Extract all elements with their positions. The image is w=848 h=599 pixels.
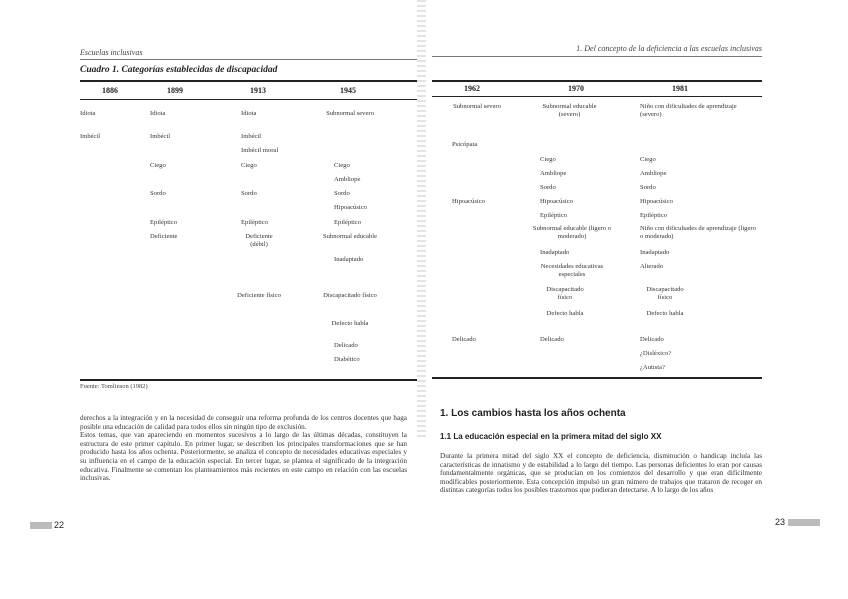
- table-cell: Discapacitado físico: [546, 286, 584, 301]
- table-cell: Ciego: [241, 162, 257, 169]
- table-cell: Ambliope: [334, 176, 361, 183]
- book-gutter: [417, 0, 426, 440]
- table-cell: Hipoacúsico: [334, 204, 367, 211]
- right-header-rule: [432, 56, 762, 57]
- table-cell: Ciego: [640, 156, 656, 163]
- table-cell: Sordo: [241, 190, 257, 197]
- table-cell: Alterado: [640, 263, 664, 270]
- section-heading: 1. Los cambios hasta los años ochenta: [440, 408, 626, 419]
- right-body-text: Durante la primera mitad del siglo XX el concepto de deficiencia, disminución o handicap incluía las características de innatismo y de estabilidad a lo largo del tiempo. Las personas deficientes lo eran por causas fundamentalmente orgánicas, que se producían en los comienzos del desarrollo y que eran difícilmente modificables posteriormente. Esta concepción impulsó un gran número de trabajos que trataron de recoger en distintas categorías todos los posibles trastornos que pudieran detectarse. A lo largo de los años: [440, 452, 762, 495]
- table-cell: Subnormal educable: [322, 233, 377, 240]
- table-cell: Ambliope: [640, 170, 667, 177]
- table-cell: Psicópata: [452, 141, 478, 148]
- table-cell: Ciego: [150, 162, 166, 169]
- year-col-1899: 1899: [167, 86, 183, 95]
- table-caption: Cuadro 1. Categorías establecidas de discapacidad: [80, 65, 278, 75]
- table-cell: Subnormal educable (ligero o moderado): [532, 225, 612, 240]
- table-cell: Delicado: [452, 336, 476, 343]
- table-cell: Subnormal educable (severo): [542, 103, 597, 118]
- subsection-heading: 1.1 La educación especial en la primera mitad del siglo XX: [440, 432, 662, 441]
- table-cell: Sordo: [150, 190, 166, 197]
- table-cell: Imbécil: [150, 133, 171, 140]
- table-cell: ¿Autista?: [640, 364, 665, 371]
- table-cell: Epiléptico: [640, 212, 668, 219]
- table-cell: Idiota: [80, 110, 96, 117]
- table-cell: Niño con dificultades de aprendizaje (severo): [640, 103, 737, 118]
- table-cell: Sordo: [640, 184, 656, 191]
- table-cell: Idiota: [150, 110, 166, 117]
- table-cell: Subnormal severo: [326, 110, 374, 117]
- table-cell: Delicado: [640, 336, 664, 343]
- table-cell: Epiléptico: [150, 219, 178, 226]
- year-col-1981: 1981: [672, 84, 688, 93]
- table-cell: ¿Disléxico?: [640, 350, 672, 357]
- table-cell: Necesidades educativas especiales: [540, 263, 604, 278]
- table-cell: Discapacitado físico: [323, 292, 377, 299]
- table-cell: Defecto habla: [546, 310, 584, 317]
- right-running-header: 1. Del concepto de la deficiencia a las escuelas inclusivas: [576, 44, 762, 53]
- year-col-1945: 1945: [340, 86, 356, 95]
- table-cell: Niño con dificultades de aprendizaje (ligero o moderado): [640, 225, 756, 240]
- table-cell: Epiléptico: [334, 219, 362, 226]
- left-table-bottom-rule: [80, 379, 417, 381]
- table-cell: Inadaptado: [334, 256, 364, 263]
- table-cell: Diabético: [334, 356, 360, 363]
- table-cell: Idiota: [241, 110, 257, 117]
- left-edge-bar: [30, 522, 52, 529]
- right-table-top-rule: [432, 80, 762, 82]
- table-cell: Sordo: [540, 184, 556, 191]
- table-cell: Delicado: [334, 342, 358, 349]
- table-cell: Ciego: [334, 162, 350, 169]
- table-cell: Ambliope: [540, 170, 567, 177]
- left-page-number: 22: [54, 520, 65, 530]
- table-cell: Inadaptado: [540, 249, 570, 256]
- left-header-rule: [80, 59, 417, 60]
- table-cell: Subnormal severo: [453, 103, 501, 110]
- table-cell: Deficiente físico: [237, 292, 281, 299]
- table-cell: Hipoacúsico: [540, 198, 573, 205]
- left-table-top-rule: [80, 80, 417, 82]
- table-cell: Sordo: [334, 190, 350, 197]
- table-cell: Deficiente: [150, 233, 178, 240]
- table-cell: Delicado: [540, 336, 564, 343]
- table-cell: Epiléptico: [241, 219, 269, 226]
- table-cell: Imbécil moral: [241, 147, 279, 154]
- year-col-1970: 1970: [568, 84, 584, 93]
- right-edge-bar: [788, 519, 820, 526]
- table-cell: Inadaptado: [640, 249, 670, 256]
- left-table-header-rule: [80, 99, 417, 100]
- year-col-1913: 1913: [250, 86, 266, 95]
- table-cell: Imbécil: [80, 133, 101, 140]
- right-table-bottom-rule: [432, 377, 762, 379]
- table-cell: Hipoacúsico: [640, 198, 673, 205]
- left-body-text: derechos a la integración y en la necesidad de conseguir una reforma profunda de los centros docentes que haga posible una educación de calidad para todos ellos sin ningún tipo de exclusión. Estos temas, que van apareciendo en momentos sucesivos a lo largo de las últimas décadas, constituyen la estructura de este primer capítulo. En primer lugar, se describen los principales transformaciones que se han producido hasta los años ochenta. Posteriormente, se analiza el concepto de necesidades educativas especiales y su influencia en el campo de la educación especial. En tercer lugar, se plantea el significado de la integración educativa. Finalmente se comentan los planteamientos más recientes en este campo en relación con las escuelas inclusivas.: [80, 414, 407, 483]
- table-cell: Defecto habla: [646, 310, 684, 317]
- table-cell: Imbécil: [241, 133, 262, 140]
- table-cell: Ciego: [540, 156, 556, 163]
- left-running-header: Escuelas inclusivas: [80, 48, 143, 57]
- year-col-1962: 1962: [464, 84, 480, 93]
- table-cell: Hipoacúsico: [452, 198, 485, 205]
- table-cell: Epiléptico: [540, 212, 568, 219]
- table-cell: Deficiente (débil): [245, 233, 273, 248]
- year-col-1886: 1886: [102, 86, 118, 95]
- table-cell: Discapacitado físico: [646, 286, 684, 301]
- table-source: Fuente: Tomlinson (1982): [80, 383, 148, 390]
- right-page-number: 23: [775, 517, 786, 527]
- table-cell: Defecto habla: [331, 320, 369, 327]
- right-table-header-rule: [432, 96, 762, 97]
